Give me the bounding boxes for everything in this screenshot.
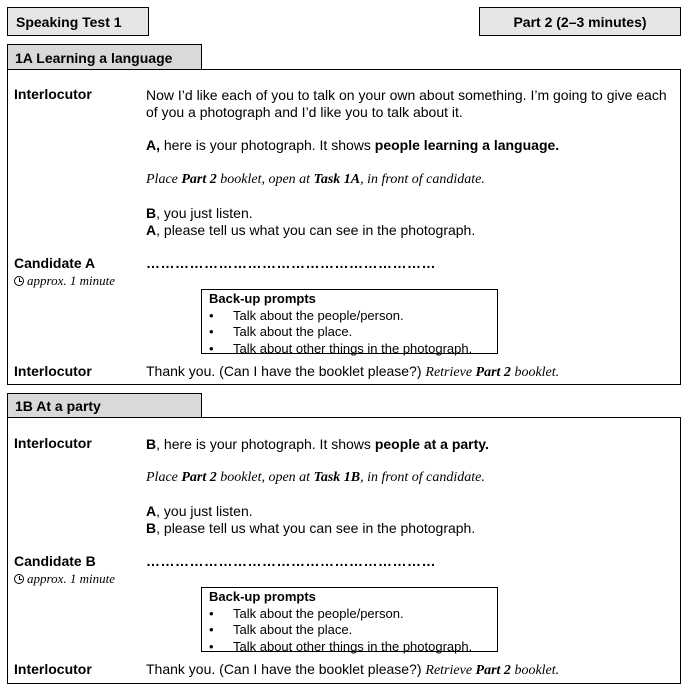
section-b-closing-label: Interlocutor	[14, 661, 92, 677]
closing-text: Thank you. (Can I have the booklet please?)	[146, 363, 426, 379]
prompt-item: • Talk about other things in the photograph.	[209, 341, 497, 358]
section-b-listen-line	[146, 503, 253, 520]
section-b-tell-line	[146, 520, 475, 537]
section-a-intro: Now I’d like each of you to talk on your own about something. I’m going to give each of you a photograph and I’d like you to talk about it.	[146, 87, 667, 120]
section-b-photo-line	[146, 436, 671, 453]
retrieve-end: booklet.	[510, 365, 560, 380]
section-b-closing	[146, 661, 559, 679]
section-a-answer-dots: ……………………………………………………	[146, 255, 436, 271]
instr-bold2: Task 1B	[313, 470, 361, 485]
tell-name: B	[146, 520, 157, 536]
section-b-approx	[14, 571, 115, 587]
section-b-title: 1B At a party	[15, 398, 101, 414]
section-a-title: 1A Learning a language	[15, 49, 173, 66]
clock-icon	[14, 276, 24, 286]
instr-bold1: Part 2	[181, 172, 217, 187]
part-label: Part 2 (2–3 minutes)	[513, 13, 647, 30]
closing-text: Thank you. (Can I have the booklet please?)	[146, 661, 426, 677]
prompt-item: • Talk about the people/person.	[209, 606, 497, 623]
instr-suffix: , in front of candidate.	[360, 172, 485, 187]
section-a-tell-line	[146, 222, 475, 239]
instr-bold2: Task 1A	[313, 172, 361, 187]
prompt-item: • Talk about the place.	[209, 324, 497, 341]
section-a-candidate-label: Candidate A	[14, 255, 96, 271]
listen-text: , you just listen.	[156, 503, 253, 519]
section-a-photo-line	[146, 137, 671, 154]
section-a-approx	[14, 273, 115, 289]
test-title: Speaking Test 1	[16, 13, 122, 30]
section-a-backup-prompts	[201, 289, 498, 354]
section-a-closing	[146, 363, 559, 381]
instr-suffix: , in front of candidate.	[360, 470, 485, 485]
section-b-photo-text: , here is your photograph. It shows	[156, 436, 375, 452]
instr-prefix: Place	[146, 470, 182, 485]
approx-text: approx. 1 minute	[27, 571, 115, 586]
section-a-interlocutor-label: Interlocutor	[14, 86, 92, 102]
instr-mid: booklet, open at	[216, 172, 314, 187]
section-a-photo-text: here is your photograph. It shows	[160, 137, 375, 153]
section-a-photo-topic: people learning a language.	[374, 137, 560, 153]
tell-text: , please tell us what you can see in the photograph.	[156, 222, 476, 238]
section-b-photo-lead: B	[146, 436, 157, 452]
section-b-tab	[7, 393, 202, 418]
section-b-backup-prompts	[201, 587, 498, 652]
retrieve-text: Retrieve	[425, 365, 476, 380]
approx-text: approx. 1 minute	[27, 273, 115, 288]
retrieve-end: booklet.	[510, 663, 560, 678]
section-b-instruction	[146, 470, 485, 486]
section-b-photo-topic: people at a party.	[374, 436, 489, 452]
section-b-interlocutor-label: Interlocutor	[14, 435, 92, 451]
section-a-photo-lead: A,	[146, 137, 160, 153]
listen-text: , you just listen.	[156, 205, 253, 221]
test-title-box	[7, 7, 149, 36]
retrieve-text: Retrieve	[425, 663, 476, 678]
section-b-candidate-label: Candidate B	[14, 553, 96, 569]
prompts-title: Back-up prompts	[209, 589, 316, 604]
tell-text: , please tell us what you can see in the photograph.	[156, 520, 476, 536]
listen-name: B	[146, 205, 157, 221]
prompts-title: Back-up prompts	[209, 291, 316, 306]
prompt-item: • Talk about the place.	[209, 622, 497, 639]
clock-icon	[14, 574, 24, 584]
instr-bold1: Part 2	[181, 470, 217, 485]
retrieve-bold: Part 2	[475, 663, 511, 678]
instr-mid: booklet, open at	[216, 470, 314, 485]
prompt-item: • Talk about the people/person.	[209, 308, 497, 325]
part-label-box	[479, 7, 681, 36]
section-a-listen-line	[146, 205, 253, 222]
listen-name: A	[146, 503, 157, 519]
section-a-closing-label: Interlocutor	[14, 363, 92, 379]
prompt-item: • Talk about other things in the photograph.	[209, 639, 497, 656]
section-b-answer-dots: ……………………………………………………	[146, 553, 436, 569]
instr-prefix: Place	[146, 172, 182, 187]
retrieve-bold: Part 2	[475, 365, 511, 380]
section-a-instruction	[146, 172, 485, 188]
section-a-tab	[7, 44, 202, 70]
tell-name: A	[146, 222, 157, 238]
